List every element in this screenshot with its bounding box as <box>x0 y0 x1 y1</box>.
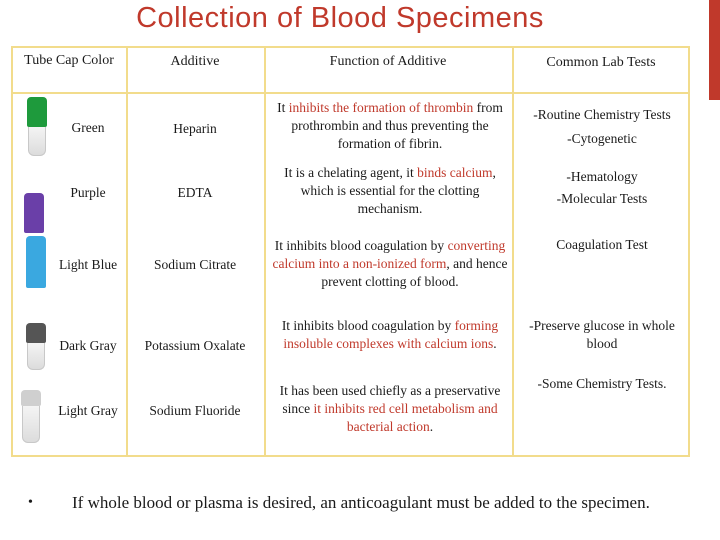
light-blue-tube-icon <box>26 236 46 288</box>
header-additive: Additive <box>170 54 220 69</box>
cap-color: Light Blue <box>58 257 118 272</box>
green-tube-icon <box>27 97 47 156</box>
light-gray-tube-icon <box>21 390 41 443</box>
column-divider <box>512 46 514 457</box>
column-divider <box>264 46 266 457</box>
additive-name: Potassium Oxalate <box>144 338 246 353</box>
additive-name: Heparin <box>173 121 217 136</box>
column-divider <box>126 46 128 457</box>
cap-color: Green <box>71 120 105 135</box>
accent-bar <box>709 0 720 100</box>
lab-tests: -Preserve glucose in whole blood <box>529 318 675 351</box>
header-cap-color: Tube Cap Color <box>24 53 114 68</box>
additive-name: Sodium Fluoride <box>149 403 241 418</box>
additive-function: It has been used chiefly as a preservative since it inhibits red cell metabolism and bacterial action. <box>279 383 501 434</box>
additive-name: Sodium Citrate <box>153 257 237 272</box>
bullet-icon: • <box>28 495 33 510</box>
header-function: Function of Additive <box>329 54 447 69</box>
cap-color: Light Gray <box>58 403 118 418</box>
purple-tube-icon <box>24 193 44 233</box>
lab-tests: -Some Chemistry Tests. <box>537 376 667 391</box>
lab-tests: -Routine Chemistry Tests -Cytogenetic <box>533 107 671 146</box>
additive-function: It is a chelating agent, it binds calcium, which is essential for the clotting mechanism. <box>284 165 496 216</box>
additive-name: EDTA <box>177 185 213 200</box>
header-divider <box>11 92 690 94</box>
additive-function: It inhibits blood coagulation by forming insoluble complexes with calcium ions. <box>281 318 499 351</box>
lab-tests: -Hematology -Molecular Tests <box>556 169 648 206</box>
header-tests: Common Lab Tests <box>546 55 656 70</box>
lab-tests: Coagulation Test <box>556 237 648 252</box>
footnote: If whole blood or plasma is desired, an anticoagulant must be added to the specimen. <box>72 493 650 512</box>
additive-function: It inhibits blood coagulation by converting calcium into a non-ionized form, and hence prevent clotting of blood. <box>272 238 508 289</box>
cap-color: Dark Gray <box>59 338 117 353</box>
cap-color: Purple <box>70 185 106 200</box>
page-title: Collection of Blood Specimens <box>136 2 544 34</box>
additive-function: It inhibits the formation of thrombin from prothrombin and thus preventing the formation of fibrin. <box>277 100 503 151</box>
dark-gray-tube-icon <box>26 323 46 370</box>
